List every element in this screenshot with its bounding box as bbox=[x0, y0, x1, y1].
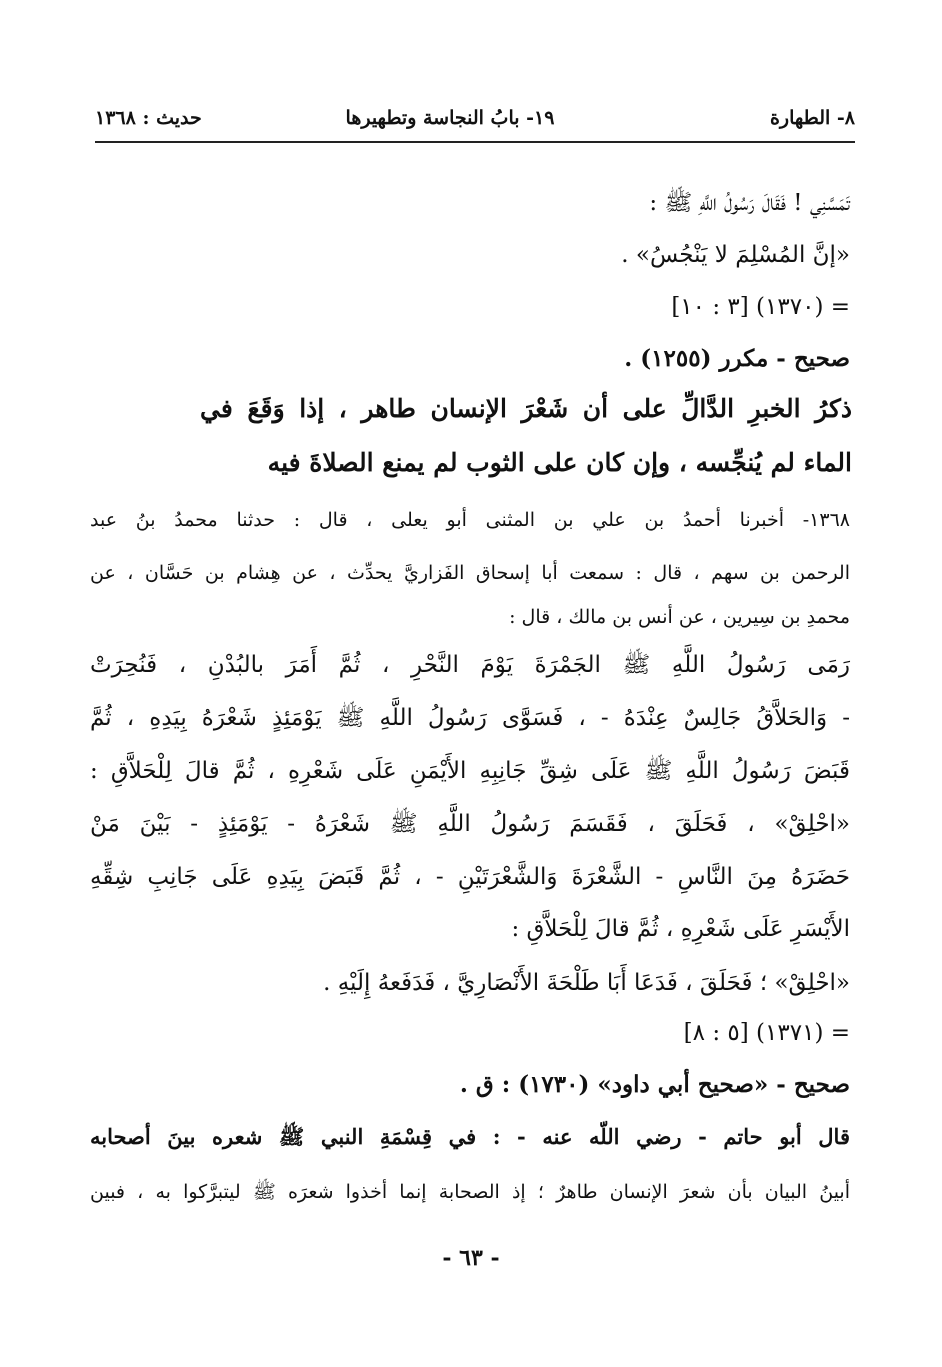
page-number: - ٦٣ - bbox=[442, 1245, 500, 1271]
matn-line: الأَيْسَرِ عَلَى شَعْرِهِ ، ثُمَّ قالَ لِلْحَلاَّقِ : bbox=[511, 916, 850, 942]
cross-reference: = (١٣٧٠) [٣ : ١٠] bbox=[671, 294, 850, 320]
commentary-line: قال أبو حاتم - رضي اللّه عنه - : في قِسْمَةِ النبي ﷺ شعره بينَ أصحابه bbox=[90, 1124, 850, 1149]
text-line: «إنَّ المُسْلِمَ لا يَنْجُسُ» . bbox=[621, 242, 850, 268]
chapter-heading-line: ذكرُ الخبرِ الدَّالِّ على أن شَعْرَ الإنسان طاهر ، إذا وَقَعَ في bbox=[200, 394, 852, 423]
isnad-line: ١٣٦٨- أخبرنا أحمدُ بن علي بن المثنى أبو يعلى ، قال : حدثنا محمدُ بنُ عبد bbox=[90, 509, 850, 531]
matn-line: حَضَرَهُ مِنَ النَّاسِ - الشَّعْرَةَ وَالشَّعْرَتَيْنِ - ، ثُمَّ قَبَضَ بِيَدِهِ عَلَى جَانِبِ شِقِّهِ bbox=[90, 864, 850, 890]
isnad-line: محمدِ بن سِيرين ، عن أنس بن مالك ، قال : bbox=[509, 606, 850, 628]
chapter-title: ٨- الطهارة bbox=[769, 107, 855, 129]
matn-line: «احْلِقْ» ؛ فَحَلَقَ ، فَدَعَا أَبَا طَلْحَةَ الأَنْصَارِيَّ ، فَدَفَعهُ إِلَيْهِ . bbox=[323, 970, 850, 996]
grading-line: صحيح - «صحيح أبي داود» (١٧٣٠) : ق . bbox=[459, 1071, 850, 1098]
text-line: تَمَسَّنِي ! فَقَالَ رَسُولُ اللَّهِ ﷺ : bbox=[649, 190, 850, 216]
header-rule bbox=[95, 141, 855, 143]
running-header bbox=[95, 100, 855, 136]
commentary-line: أبينُ البيان بأن شعرَ الإنسان طاهرٌ ؛ إذ الصحابة إنما أخذوا شعرَه ﷺ ليتبرَّكوا به ، فبين bbox=[90, 1181, 850, 1203]
grading-line: صحيح - مكرر (١٢٥٥) . bbox=[624, 345, 850, 372]
matn-line: قَبَضَ رَسُولُ اللَّهِ ﷺ عَلَى شِقِّ جَانِبِهِ الأَيْمَنِ عَلَى شَعْرِهِ ، ثُمَّ قالَ لِلْحَلاَّقِ : bbox=[90, 758, 850, 784]
isnad-line: الرحمن بن سهم ، قال : سمعت أبا إسحاق الفَزاريَّ يحدِّث ، عن هِشام بن حَسَّان ، عن bbox=[90, 562, 850, 584]
hadith-reference: حديث : ١٣٦٨ bbox=[95, 107, 202, 129]
cross-reference: = (١٣٧١) [٥ : ٨] bbox=[683, 1020, 850, 1046]
section-title: ١٩- بابُ النجاسة وتطهيرها bbox=[345, 107, 555, 129]
matn-line: رَمَى رَسُولُ اللَّهِ ﷺ الجَمْرَةَ يَوْمَ النَّحْرِ ، ثُمَّ أَمَرَ بالبُدْنِ ، فَنُحِرَتْ bbox=[90, 652, 850, 678]
chapter-heading-line: الماء لم يُنجِّسه ، وإن كان على الثوب لم يمنع الصلاةَ فيه bbox=[267, 448, 852, 477]
matn-line: «احْلِقْ» ، فَحَلَقَ ، فَقَسَمَ رَسُولُ اللَّهِ ﷺ شَعْرَهُ - يَوْمَئِذٍ - بَيْنَ مَنْ bbox=[90, 811, 850, 837]
matn-line: - وَالحَلاَّقُ جَالِسٌ عِنْدَهُ - ، فَسَوَّى رَسُولُ اللَّهِ ﷺ يَوْمَئِذٍ شَعْرَهُ بِيَدِهِ ، ثُمَّ bbox=[90, 705, 850, 731]
